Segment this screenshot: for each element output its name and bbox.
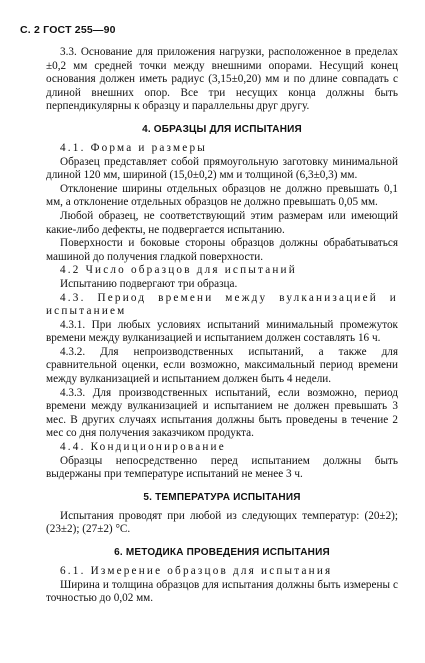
paragraph-3-3: 3.3. Основание для приложения нагрузки, расположенное в пределах ±0,2 мм средней точки между внешними опорами. Несущий конец основания должен иметь радиус (3,15±0,20) мм и по длине совпадать с длиной внешних опор. Все три несущих конца должны быть перпендикулярны к образцу и параллельны друг другу. <box>46 46 398 113</box>
paragraph-4-1-c: Любой образец, не соответствующий этим размерам или имеющий какие-либо дефекты, не подвергается испытанию. <box>46 209 398 236</box>
page-header: С. 2 ГОСТ 255—90 <box>20 24 116 36</box>
subsection-6-1-title: 6.1. Измерение образцов для испытания <box>60 565 333 577</box>
paragraph-6-1: Ширина и толщина образцов для испытания должны быть измерены с точностью до 0,02 мм. <box>46 578 398 605</box>
section-4-heading: 4. ОБРАЗЦЫ ДЛЯ ИСПЫТАНИЯ <box>142 123 302 135</box>
subsection-4-2-title: 4.2 Число образцов для испытаний <box>60 264 297 277</box>
document-body <box>46 46 398 606</box>
subsection-4-4-title: 4.4. Кондиционирование <box>60 441 226 454</box>
subsection-4-3-title: 4.3. Период времени между вулканизацией и испытанием <box>46 291 398 318</box>
paragraph-4-1-a: Образец представляет собой прямоугольную заготовку минимальной длиной 120 мм, шириной (15,0±0,2) мм и толщиной (6,3±0,3) мм. <box>46 155 398 182</box>
paragraph-4-2: Испытанию подвергают три образца. <box>60 277 238 290</box>
paragraph-4-3-1: 4.3.1. При любых условиях испытаний минимальный промежуток времени между вулканизацией и испытанием должен составлять 16 ч. <box>46 318 398 345</box>
subsection-4-1-title: 4.1. Форма и размеры <box>60 141 207 154</box>
paragraph-4-4: Образцы непосредственно перед испытанием должны быть выдержаны при температуре испытаний не менее 3 ч. <box>46 454 398 481</box>
paragraph-5: Испытания проводят при любой из следующих температур: (20±2); (23±2); (27±2) °С. <box>46 509 398 536</box>
section-6-heading: 6. МЕТОДИКА ПРОВЕДЕНИЯ ИСПЫТАНИЯ <box>114 547 330 558</box>
section-5-heading: 5. ТЕМПЕРАТУРА ИСПЫТАНИЯ <box>143 491 301 503</box>
paragraph-4-1-d: Поверхности и боковые стороны образцов должны обрабатываться машиной до получения гладкой поверхности. <box>46 237 398 263</box>
paragraph-4-3-3: 4.3.3. Для производственных испытаний, если возможно, период времени между вулканизацией и испытанием не должен превышать 3 мес. В других случаях испытания должны быть проведены в течение 2 мес со дня получения заказчиком продукта. <box>46 386 398 440</box>
paragraph-4-1-b: Отклонение ширины отдельных образцов не должно превышать 0,1 мм, а отклонение отдельных образцов не должно превышать 0,05 мм. <box>46 182 398 209</box>
paragraph-4-3-2: 4.3.2. Для непроизводственных испытаний, а также для сравнительной оценки, если возможно, максимальный период времени между вулканизацией и испытанием должен быть 4 недели. <box>46 345 398 386</box>
